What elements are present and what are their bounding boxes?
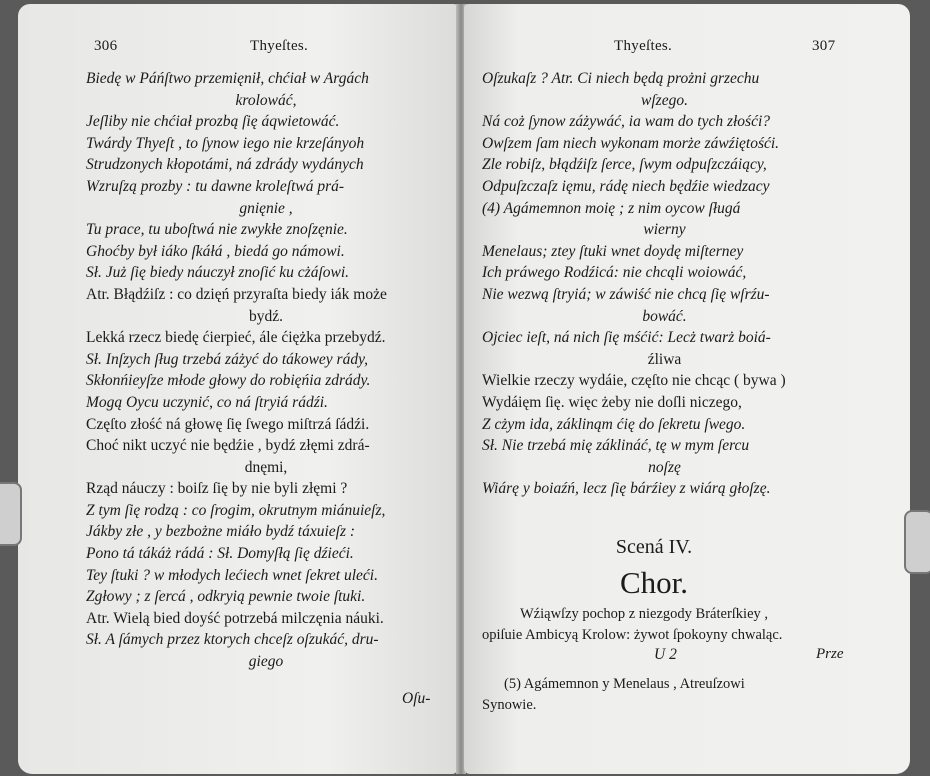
left-text-line: Ghoćby był iáko ſkáłá , biedá go námowi. (86, 242, 345, 260)
left-clip-icon (0, 482, 22, 546)
right-text-line: Sł. Nie trzebá mię záklináć, tę w mym ſercu (482, 437, 750, 455)
right-text-line: Nie wezwą ſtryiá; w záwiść nie chcą ſię wſrźu- (482, 285, 770, 303)
right-text-line: bowáć. (642, 307, 687, 325)
right-catchword: Prze (816, 646, 844, 662)
left-text-line: Atr. Błądźiſz : co dzięń przyraſta biedy iák może (86, 285, 387, 303)
right-text-block (482, 68, 847, 500)
left-text-line: Choć nikt uczyć nie będźie , bydź złęmi zdrá- (86, 437, 370, 455)
right-page-number: 307 (812, 38, 836, 54)
left-text-line: Twárdy Thyeſt , to ſynow iego nie krzeſányoh (86, 134, 365, 152)
left-text-line: Mogą Oycu uczynić, co ná ſtryiá rádźi. (86, 393, 328, 411)
prose-line-2: opiſuie Ambicyą Krolow: żywot ſpokoyny chwaląc. (482, 627, 783, 643)
right-text-line: wierny (643, 221, 686, 239)
chorus-title: Chor. (619, 565, 689, 600)
right-text-line: Wydáięm ſię. więc żeby nie doſli niczego, (482, 393, 742, 411)
right-text-line: Z cżym ida, záklinąm ćię do ſekretu ſwego. (482, 415, 746, 433)
right-text-line: (4) Agámemnon moię ; z nim oycow ſługá (482, 199, 741, 217)
left-page-number: 306 (94, 38, 118, 54)
left-text-line: Skłonńieyſze młode głowy do robięńia zdrády. (86, 372, 371, 390)
left-text-line: Tu prace, tu uboſtwá nie zwykłe znoſzęnie. (86, 221, 348, 239)
left-text-line: Sł. Inſzych ſług trzebá záżyć do tákowey rády, (86, 350, 368, 368)
left-text-line: Jeſliby nie chćiał prozbą ſię áqwietowáć. (86, 113, 340, 131)
prose-line-1: Wźiąwſzy pochop z niezgody Bráterſkiey , (520, 606, 769, 622)
right-text-line: Ich práwego Rodźicá: nie chcąli woiowáć, (482, 264, 747, 282)
left-text-line: Pono tá tákáż rádá : Sł. Domyſłą ſię dźieći. (86, 545, 354, 563)
scene-title: Scená IV. (615, 536, 693, 558)
signature-mark: U 2 (654, 646, 677, 663)
right-text-line: Menelaus; ztey ſtuki wnet doydę miſterney (482, 242, 744, 260)
right-text-line: Oſzukaſz ? Atr. Ci niech będą prożni grzechu (482, 70, 760, 87)
right-text-line: źliwa (647, 350, 682, 368)
footnote-line-2: Synowie. (482, 697, 537, 713)
left-text-line: Sł. A ſámych przez ktorych chceſz oſzukáć, dru- (86, 631, 379, 649)
left-text-line: Sł. Już ſię biedy náuczył znoſić ku cżáſowi. (86, 264, 350, 282)
left-catchword: Oſu- (402, 690, 431, 707)
right-text-line: wſzego. (641, 91, 688, 109)
right-text-line: Ojciec ieſt, ná nich ſię mśćić: Lecż twarż boiá- (482, 329, 771, 347)
right-text-line: Odpuſzczaſz ięmu, rádę niech będźie wiedzacy (482, 177, 770, 195)
left-text-line: Wzruſzą prozby : tu dawne kroleſtwá prá- (86, 177, 345, 195)
left-running-title: Thyeſtes. (250, 38, 309, 54)
left-text-line: Zgłowy ; z ſercá , odkryią pewnie twoie ſtuki. (86, 588, 366, 606)
right-text-line: Wiárę y boiaźń, lecz ſię bárźiey z wiárą głoſzę. (482, 480, 771, 498)
left-text-line: Jákby złe , y bezbożne miáło bydź táxuieſz : (86, 523, 356, 541)
left-text-line: Częſto złość ná głowę ſię ſwego miſtrzá ſádźi. (86, 415, 370, 433)
left-text-line: giego (248, 653, 284, 671)
left-text-line: gnięnie , (239, 199, 293, 217)
left-text-line: krolowáć, (235, 91, 297, 109)
left-text-line: Atr. Wielą bied doyść potrzebá milczęnia náuki. (86, 609, 384, 627)
right-text-line: Zle robiſz, błądźiſz ſerce, ſwym odpuſzczáiący, (482, 156, 767, 174)
right-text-line: Ná coż ſynow záżywáć, ia wam do tych złośći? (482, 113, 771, 131)
right-running-title: Thyeſtes. (614, 38, 673, 54)
left-text-block (86, 68, 446, 673)
right-text-line: Owſzem ſam niech wykonam morże záwźiętośći. (482, 134, 780, 152)
left-page (18, 4, 458, 774)
right-text-line: noſzę (648, 458, 681, 476)
left-text-line: Lekká rzecz biedę ćierpieć, ále ćiężka przebydź. (86, 329, 386, 347)
left-text-line: bydź. (248, 307, 283, 325)
left-text-line: Tey ſtuki ? w młodych lećiech wnet ſekret uleći. (86, 566, 378, 584)
right-text-line: Wielkie rzeczy wydáie, częſto nie chcąc ( bywa ) (482, 372, 786, 390)
left-text-line: Strudzonych kłopotámi, ná zdrády wydánych (86, 156, 364, 174)
left-text-line: Z tym ſię rodzą : co ſrogim, okrutnym miánuieſz, (86, 501, 386, 519)
left-text-line: dnęmi, (244, 458, 288, 476)
left-text-line: Rząd náuczy : boiſz ſię by nie byli złęmi ? (86, 480, 348, 498)
right-page (464, 4, 910, 774)
footnote-line-1: (5) Agámemnon y Menelaus , Atreuſzowi (504, 676, 745, 692)
left-text-line: Biedę w Páńſtwo przemięnił, chćiał w Argách (86, 70, 369, 87)
right-clip-icon (904, 510, 930, 574)
